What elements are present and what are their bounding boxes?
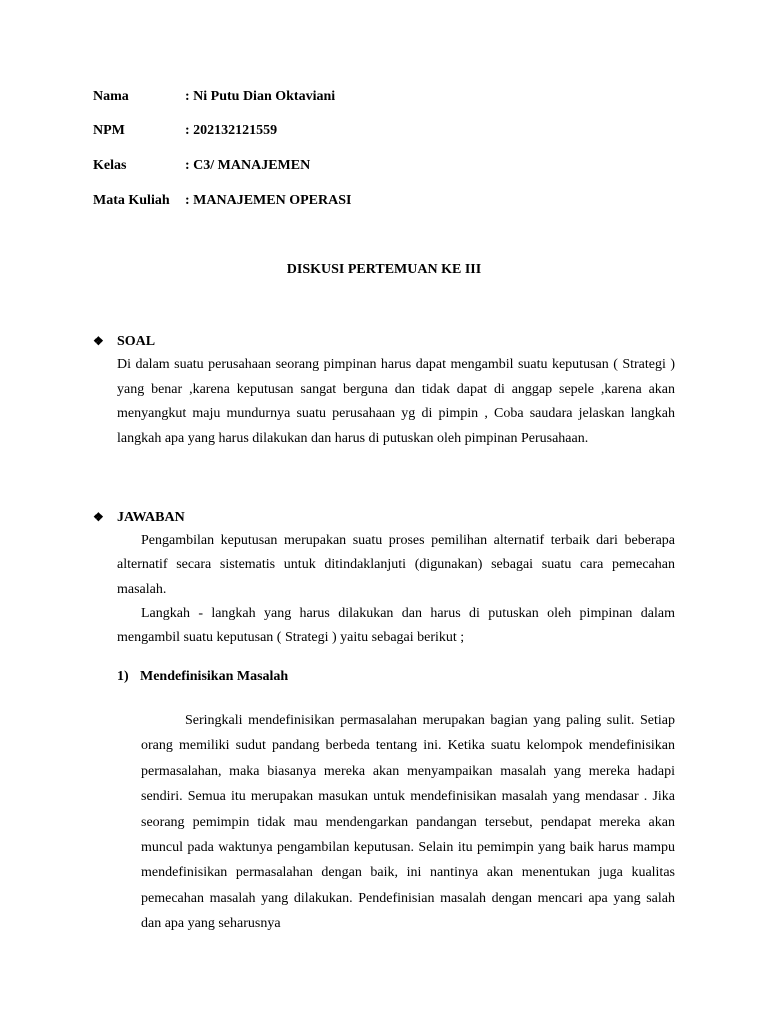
step-1-title: Mendefinisikan Masalah xyxy=(140,669,289,684)
diamond-bullet-icon: ❖ xyxy=(93,510,104,524)
step-1-number: 1) xyxy=(117,669,129,684)
npm-label: NPM xyxy=(93,123,125,138)
soal-text xyxy=(117,353,675,451)
step-1-paragraph: Seringkali mendefinisikan permasalahan merupakan bagian yang paling sulit. Setiap orang memiliki sudut pandang berbeda tentang ini. Ketika suatu kelompok mendefinisikan permasalahan, maka biasanya mereka akan menyampaikan masalah yang mereka hadapi sendiri. Semua itu merupakan masukan untuk mendefinisikan masalah yang mendasar . Jika seorang pemimpin tidak mau mendengarkan pandangan tersebut, pendapat mereka akan muncul pada waktunya pengambilan keputusan. Selain itu pemimpin yang baik harus mampu mendefinisikan permasalahan dengan baik, ini nantinya akan menentukan juga kualitas pemecahan masalah yang dilakukan. Pendefinisian masalah dengan mencari apa yang salah dan apa yang seharusnya xyxy=(141,713,675,932)
jawaban-text xyxy=(117,529,675,650)
soal-heading-label: SOAL xyxy=(117,334,156,349)
info-row-kelas xyxy=(93,158,310,174)
document-title: DISKUSI PERTEMUAN KE III xyxy=(286,262,482,277)
info-row-mata-kuliah xyxy=(93,193,351,209)
soal-heading xyxy=(93,333,155,350)
jawaban-heading-label: JAWABAN xyxy=(117,510,185,525)
soal-paragraph: Di dalam suatu perusahaan seorang pimpinan harus dapat mengambil suatu keputusan ( Strategi ) yang benar ,karena keputusan sangat berguna dan tidak dapat di anggap sepele ,karena akan menyangkut maju mundurnya suatu perusahaan yg di pimpin , Coba saudara jelaskan langkah langkah apa yang harus dilakukan dan harus di putuskan oleh pimpinan Perusahaan. xyxy=(117,357,675,446)
jawaban-paragraph-1: Pengambilan keputusan merupakan suatu proses pemilihan alternatif terbaik dari beberapa alternatif secara sistematis untuk ditindaklanjuti (digunakan) sebagai suatu cara pemecahan masalah. xyxy=(117,533,675,597)
info-row-npm xyxy=(93,123,277,139)
mata-kuliah-value: : MANAJEMEN OPERASI xyxy=(185,193,352,208)
info-row-nama xyxy=(93,89,335,105)
nama-value: : Ni Putu Dian Oktaviani xyxy=(185,89,336,104)
diamond-bullet-icon: ❖ xyxy=(93,334,104,348)
jawaban-paragraph-2: Langkah - langkah yang harus dilakukan dan harus di putuskan oleh pimpinan dalam mengambil suatu keputusan ( Strategi ) yaitu sebagai berikut ; xyxy=(117,605,675,646)
kelas-label: Kelas xyxy=(93,158,127,173)
jawaban-heading xyxy=(93,509,185,526)
step-1-heading xyxy=(117,669,288,685)
mata-kuliah-label: Mata Kuliah xyxy=(93,193,170,208)
step-1-text xyxy=(141,708,675,937)
npm-value: : 202132121559 xyxy=(185,123,278,138)
kelas-value: : C3/ MANAJEMEN xyxy=(185,158,311,173)
nama-label: Nama xyxy=(93,89,129,104)
